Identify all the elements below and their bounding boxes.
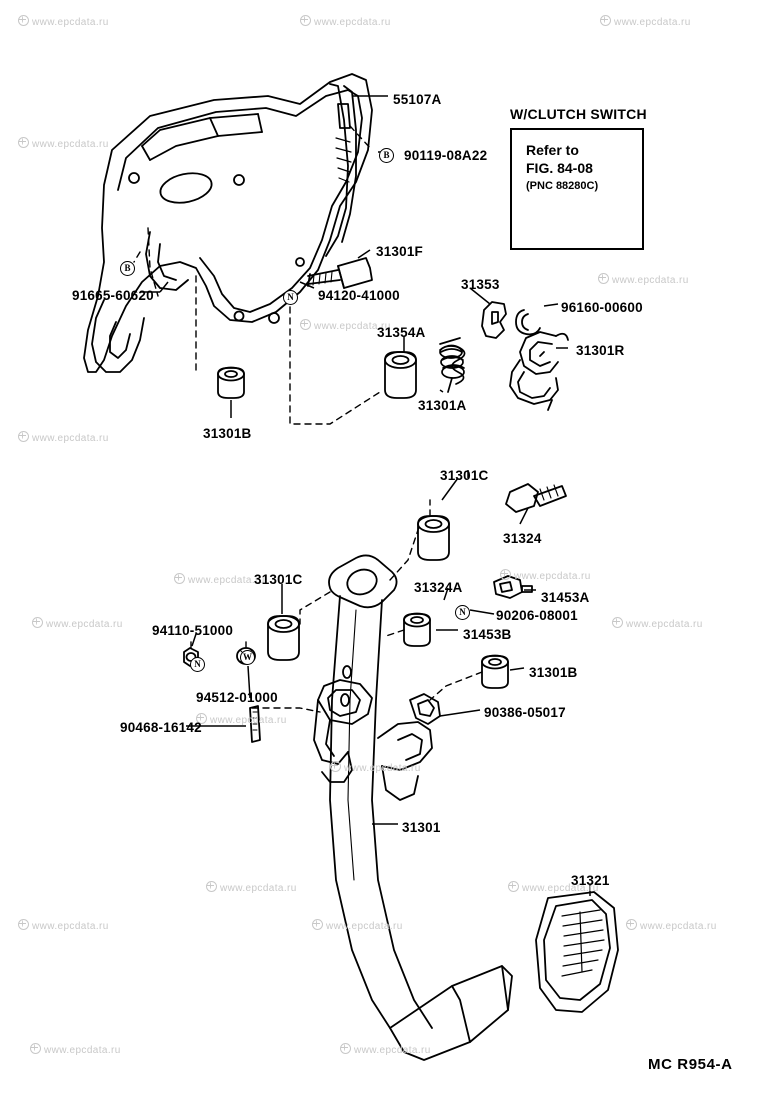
part-number-label-31301c-top: 31301C: [440, 468, 489, 483]
fastener-marker-n: N: [283, 290, 298, 305]
part-number-label-31301a: 31301A: [418, 398, 467, 413]
watermark-text: www.epcdata.ru: [32, 921, 109, 932]
watermark-text: www.epcdata.ru: [314, 321, 391, 332]
part-number-label-31301f: 31301F: [376, 244, 423, 259]
watermark-text: www.epcdata.ru: [614, 17, 691, 28]
globe-icon: [206, 881, 217, 892]
part-number-label-31321: 31321: [571, 873, 610, 888]
fastener-marker-b: B: [120, 261, 135, 276]
watermark: [600, 14, 691, 28]
clutch-switch-refer-line3: (PNC 88280C): [526, 180, 599, 192]
globe-icon: [598, 273, 609, 284]
watermark: [626, 918, 717, 932]
watermark-text: www.epcdata.ru: [44, 1045, 121, 1056]
watermark: [312, 918, 403, 932]
watermark-text: www.epcdata.ru: [32, 17, 109, 28]
watermark: [598, 272, 689, 286]
globe-icon: [300, 319, 311, 330]
watermark-text: www.epcdata.ru: [188, 575, 265, 586]
fastener-marker-n: N: [455, 605, 470, 620]
globe-icon: [626, 919, 637, 930]
globe-icon: [18, 431, 29, 442]
globe-icon: [32, 617, 43, 628]
watermark: [18, 14, 109, 28]
watermark-text: www.epcdata.ru: [514, 571, 591, 582]
globe-icon: [174, 573, 185, 584]
globe-icon: [600, 15, 611, 26]
part-number-label-31301b-mid: 31301B: [529, 665, 578, 680]
watermark-text: www.epcdata.ru: [354, 1045, 431, 1056]
globe-icon: [500, 569, 511, 580]
watermark-text: www.epcdata.ru: [522, 883, 599, 894]
watermark-text: www.epcdata.ru: [32, 139, 109, 150]
fastener-marker-w: W: [240, 650, 255, 665]
watermark: [196, 712, 287, 726]
watermark-text: www.epcdata.ru: [326, 921, 403, 932]
clutch-switch-title: W/CLUTCH SWITCH: [510, 106, 647, 122]
watermark: [612, 616, 703, 630]
part-number-label-90206-08001: 90206-08001: [496, 608, 578, 623]
watermark-text: www.epcdata.ru: [210, 715, 287, 726]
watermark: [500, 568, 591, 582]
watermark: [300, 14, 391, 28]
globe-icon: [300, 15, 311, 26]
globe-icon: [18, 137, 29, 148]
part-number-label-90119-08a22: 90119-08A22: [404, 148, 488, 163]
watermark: [340, 1042, 431, 1056]
watermark-text: www.epcdata.ru: [612, 275, 689, 286]
part-number-label-90386-05017: 90386-05017: [484, 705, 566, 720]
watermark: [18, 918, 109, 932]
part-number-label-31353: 31353: [461, 277, 500, 292]
globe-icon: [330, 761, 341, 772]
watermark-text: www.epcdata.ru: [626, 619, 703, 630]
watermark: [330, 760, 421, 774]
part-number-label-94110-51000: 94110-51000: [152, 623, 234, 638]
fastener-marker-b: B: [379, 148, 394, 163]
part-number-label-31324a: 31324A: [414, 580, 463, 595]
part-number-label-94120-41000: 94120-41000: [318, 288, 400, 303]
watermark: [18, 430, 109, 444]
globe-icon: [312, 919, 323, 930]
watermark-text: www.epcdata.ru: [32, 433, 109, 444]
globe-icon: [30, 1043, 41, 1054]
part-number-label-31453a: 31453A: [541, 590, 590, 605]
clutch-switch-refer-line2: FIG. 84-08: [526, 160, 593, 176]
figure-code: MC R954-A: [648, 1056, 733, 1073]
watermark: [30, 1042, 121, 1056]
watermark-text: www.epcdata.ru: [640, 921, 717, 932]
part-number-label-31301b-top: 31301B: [203, 426, 252, 441]
watermark-text: www.epcdata.ru: [344, 763, 421, 774]
globe-icon: [18, 919, 29, 930]
globe-icon: [612, 617, 623, 628]
watermark-text: www.epcdata.ru: [314, 17, 391, 28]
part-number-label-96160-00600: 96160-00600: [561, 300, 643, 315]
part-number-label-31301r: 31301R: [576, 343, 625, 358]
part-number-label-31354a: 31354A: [377, 325, 426, 340]
part-number-label-31324: 31324: [503, 531, 542, 546]
globe-icon: [508, 881, 519, 892]
watermark: [206, 880, 297, 894]
part-number-label-31453b: 31453B: [463, 627, 512, 642]
globe-icon: [340, 1043, 351, 1054]
fastener-marker-n: N: [190, 657, 205, 672]
part-number-label-55107a: 55107A: [393, 92, 442, 107]
watermark: [174, 572, 265, 586]
watermark: [32, 616, 123, 630]
watermark-text: www.epcdata.ru: [220, 883, 297, 894]
part-number-label-91665-60620: 91665-60620: [72, 288, 154, 303]
part-number-label-31301: 31301: [402, 820, 441, 835]
clutch-switch-refer-line1: Refer to: [526, 142, 579, 158]
part-number-label-90468-16142: 90468-16142: [120, 720, 202, 735]
part-number-label-31301c-left: 31301C: [254, 572, 303, 587]
watermark-text: www.epcdata.ru: [46, 619, 123, 630]
globe-icon: [18, 15, 29, 26]
part-number-label-94512-01000: 94512-01000: [196, 690, 278, 705]
watermark: [18, 136, 109, 150]
